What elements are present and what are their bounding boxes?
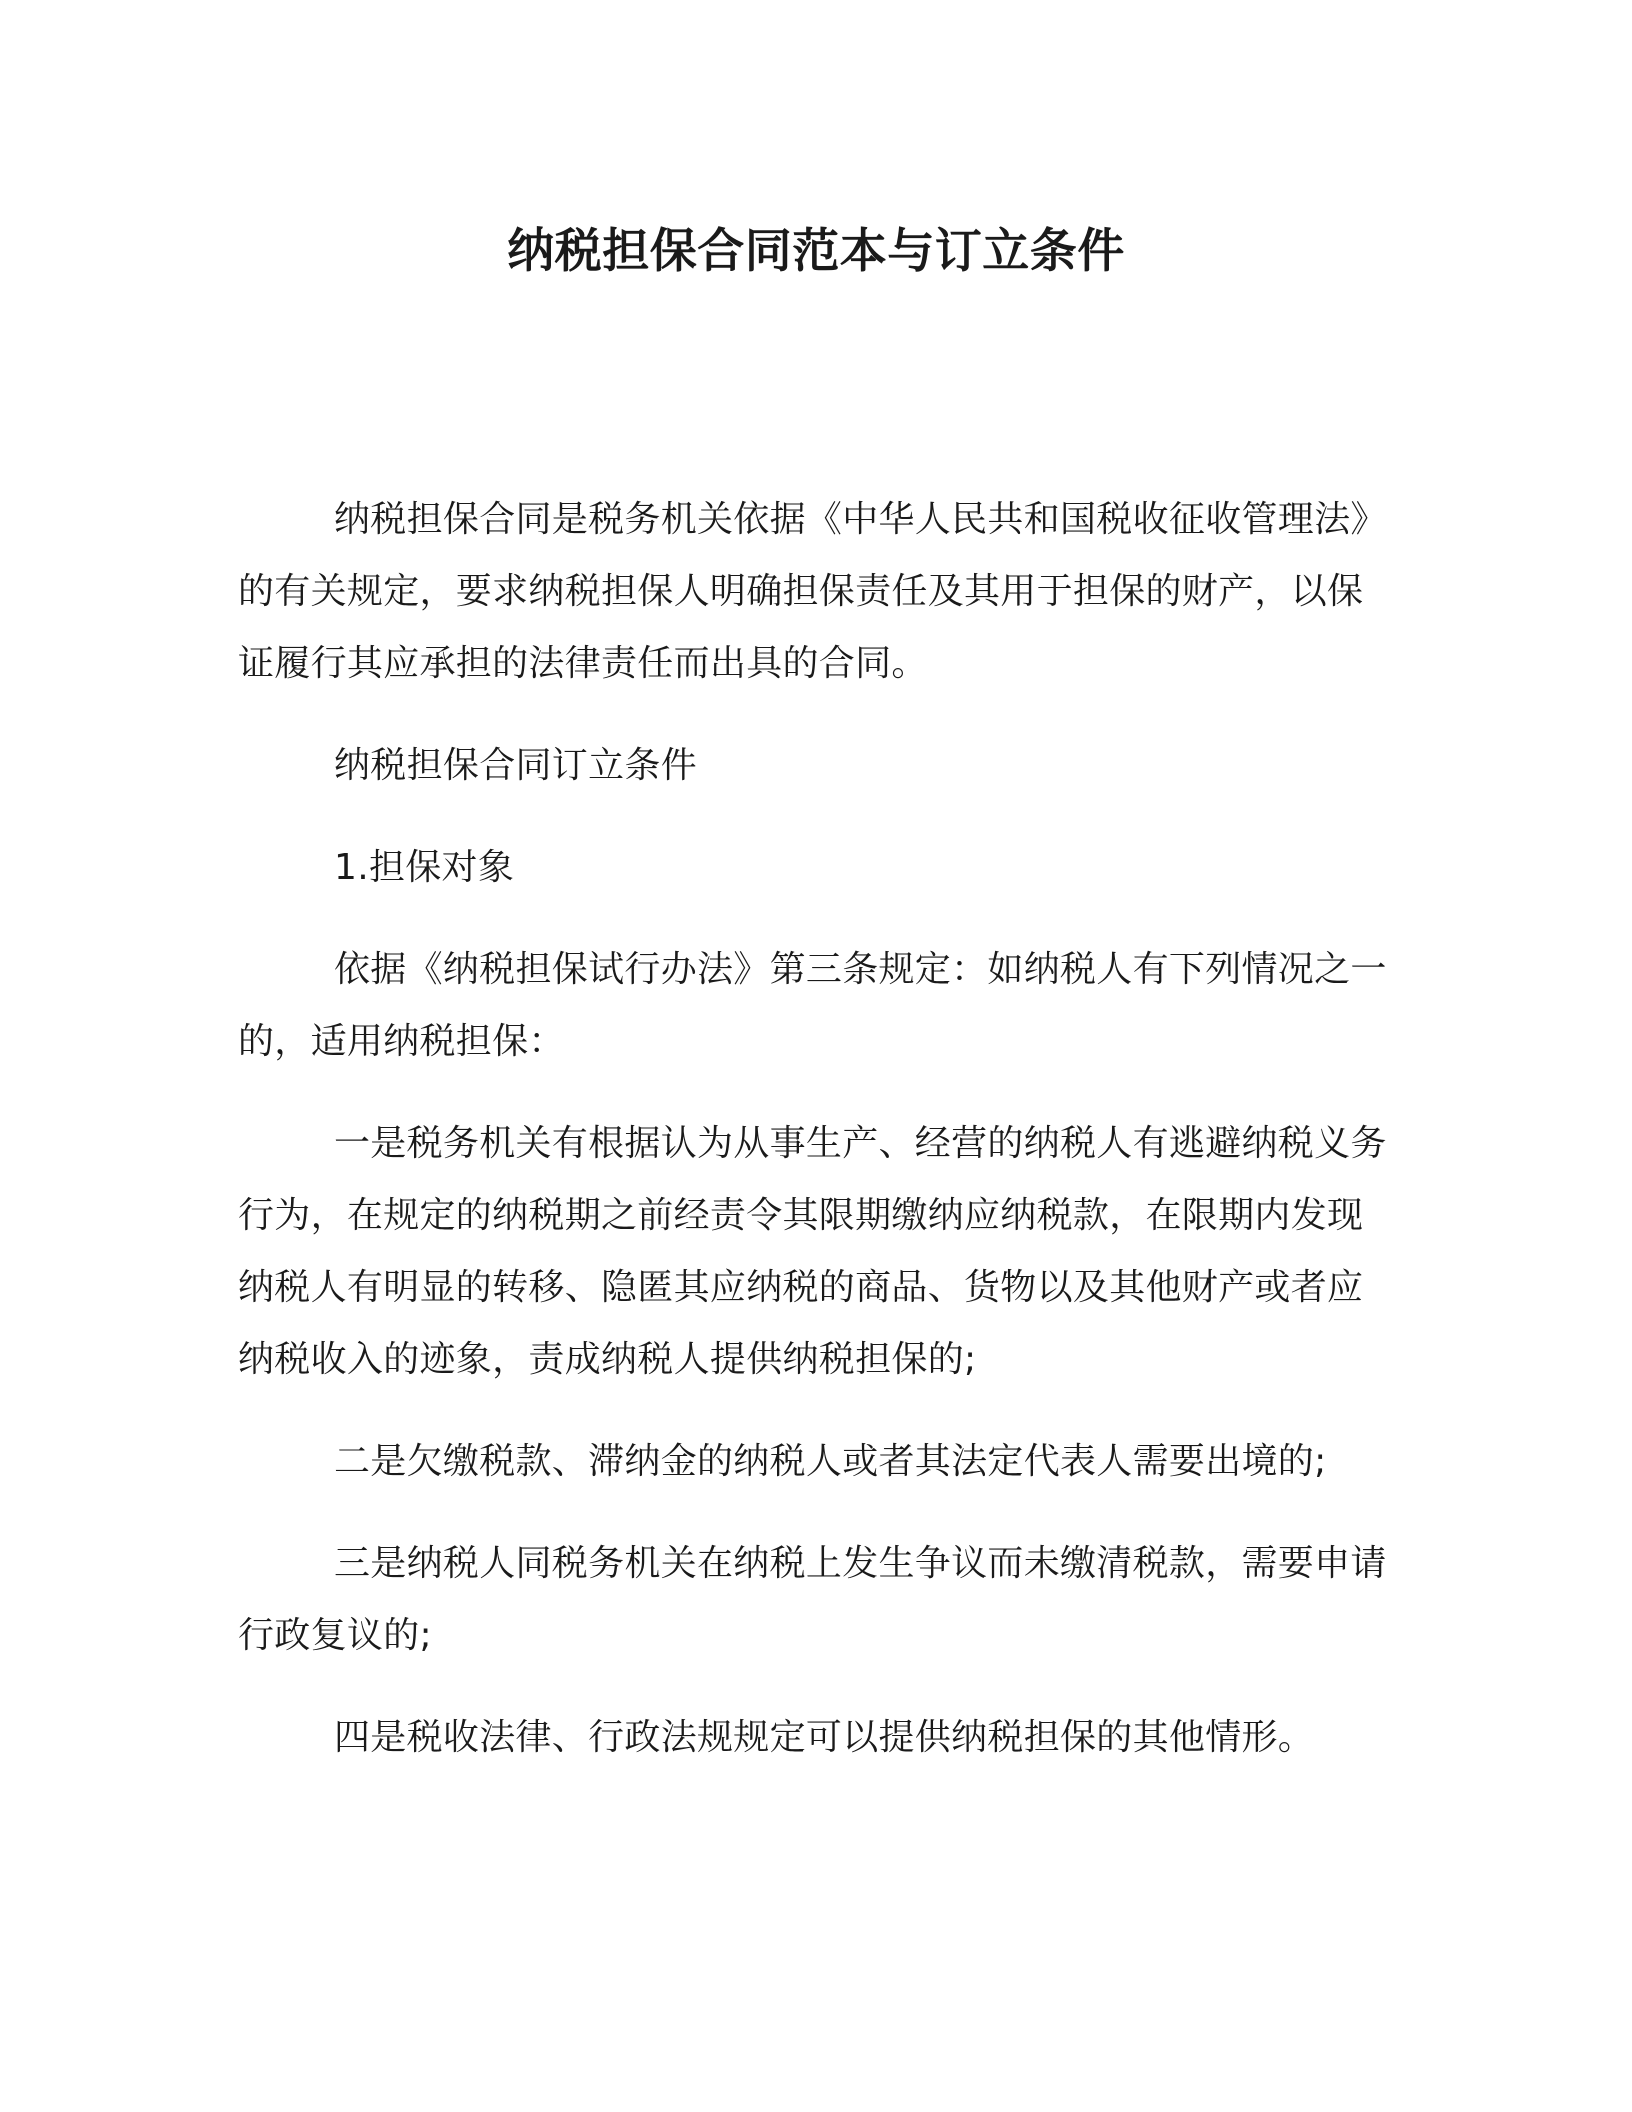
paragraph-case-one: 一是税务机关有根据认为从事生产、经营的纳税人有逃避纳税义务行为，在规定的纳税期之前经责令其限期缴纳应纳税款，在限期内发现纳税人有明显的转移、隐匿其应纳税的商品、货物以及其他财产或者应纳税收入的迹象，责成纳税人提供纳税担保的; — [238, 1123, 1387, 1380]
document-title: 纳税担保合同范本与订立条件 — [507, 224, 1125, 279]
paragraph-subheading-guarantee-object: 1.担保对象 — [334, 847, 515, 888]
paragraph-case-two: 二是欠缴税款、滞纳金的纳税人或者其法定代表人需要出境的; — [334, 1441, 1327, 1482]
paragraph-legal-basis: 依据《纳税担保试行办法》第三条规定：如纳税人有下列情况之一的，适用纳税担保： — [238, 949, 1387, 1062]
paragraph-section-heading: 纳税担保合同订立条件 — [334, 745, 698, 786]
paragraph-case-three: 三是纳税人同税务机关在纳税上发生争议而未缴清税款，需要申请行政复议的; — [238, 1543, 1387, 1656]
document-body — [238, 484, 1388, 1804]
paragraph-definition: 纳税担保合同是税务机关依据《中华人民共和国税收征收管理法》的有关规定，要求纳税担保人明确担保责任及其用于担保的财产，以保证履行其应承担的法律责任而出具的合同。 — [238, 499, 1387, 684]
paragraph-case-four: 四是税收法律、行政法规规定可以提供纳税担保的其他情形。 — [334, 1717, 1315, 1758]
